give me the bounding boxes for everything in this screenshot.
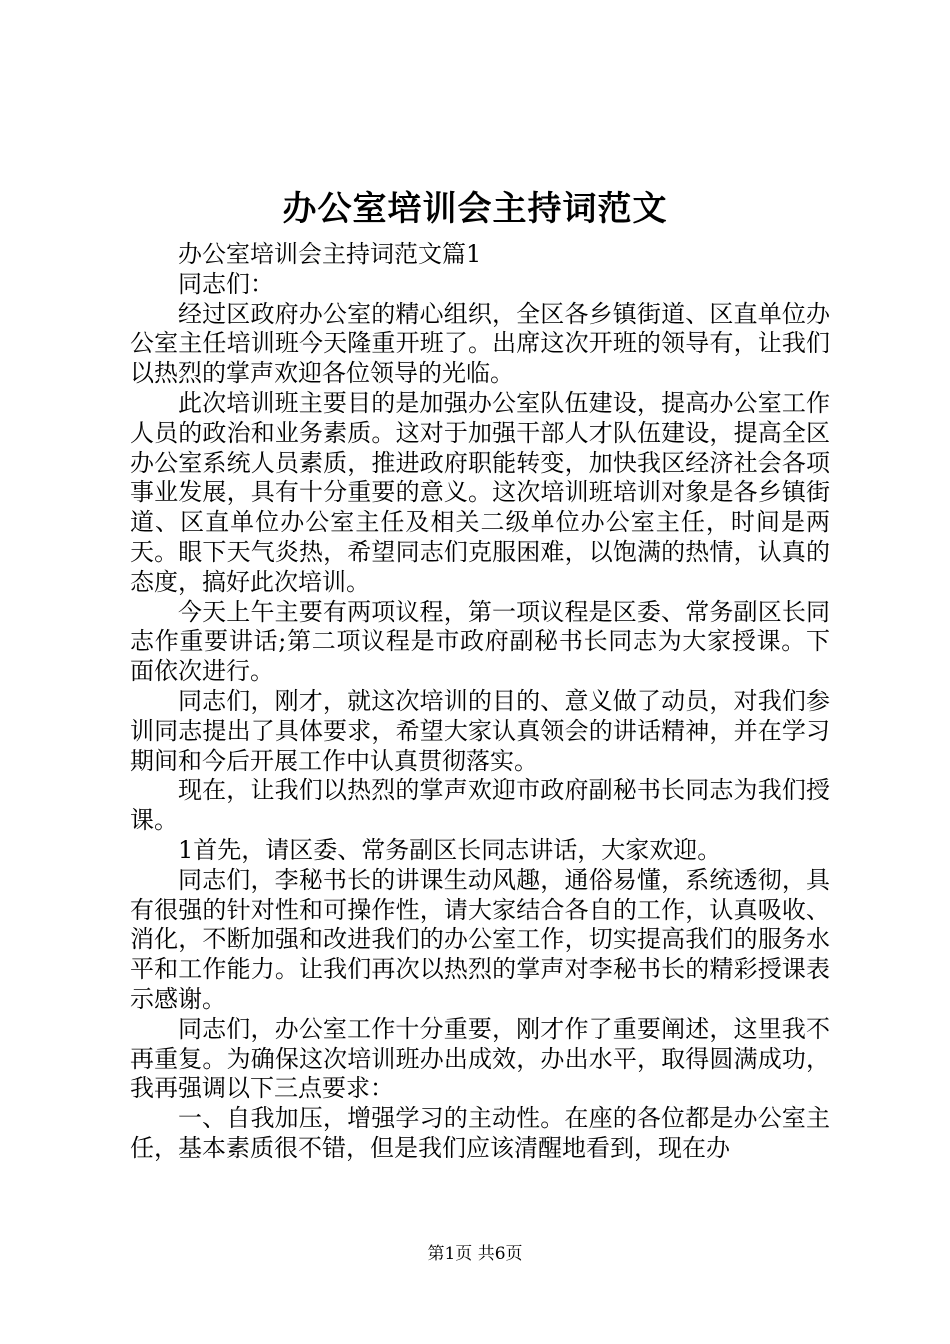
paragraph: 一、自我加压，增强学习的主动性。在座的各位都是办公室主任，基本素质很不错，但是我们应该清醒地看到，现在办 [130,1104,830,1162]
paragraph: 同志们，李秘书长的讲课生动风趣，通俗易懂，系统透彻，具有很强的针对性和可操作性，请大家结合各自的工作，认真吸收、消化，不断加强和改进我们的办公室工作，切实提高我们的服务水平和工作能力。让我们再次以热烈的掌声对李秘书长的精彩授课表示感谢。 [130,865,830,1013]
section-heading: 办公室培训会主持词范文篇1 [178,240,482,268]
paragraph: 同志们： [178,269,274,298]
paragraph: 此次培训班主要目的是加强办公室队伍建设，提高办公室工作人员的政治和业务素质。这对于加强干部人才队伍建设，提高全区办公室系统人员素质，推进政府职能转变，加快我区经济社会各项事业发展，具有十分重要的意义。这次培训班培训对象是各乡镇街道、区直单位办公室主任及相关二级单位办公室主任，时间是两天。眼下天气炎热，希望同志们克服困难，以饱满的热情，认真的态度，搞好此次培训。 [130,388,830,596]
paragraph: 同志们，办公室工作十分重要，刚才作了重要阐述，这里我不再重复。为确保这次培训班办出成效，办出水平，取得圆满成功，我再强调以下三点要求： [130,1014,830,1103]
paragraph: 今天上午主要有两项议程，第一项议程是区委、常务副区长同志作重要讲话;第二项议程是市政府副秘书长同志为大家授课。下面依次进行。 [130,597,830,686]
paragraph: 1首先，请区委、常务副区长同志讲话，大家欢迎。 [178,835,722,864]
document-title: 办公室培训会主持词范文 [282,189,668,229]
paragraph: 经过区政府办公室的精心组织，全区各乡镇街道、区直单位办公室主任培训班今天隆重开班了。出席这次开班的领导有，让我们以热烈的掌声欢迎各位领导的光临。 [130,299,830,388]
document-body [130,240,830,1164]
paragraph: 同志们，刚才，就这次培训的目的、意义做了动员，对我们参训同志提出了具体要求，希望大家认真领会的讲话精神，并在学习期间和今后开展工作中认真贯彻落实。 [130,686,830,775]
paragraph: 现在，让我们以热烈的掌声欢迎市政府副秘书长同志为我们授课。 [130,776,830,835]
page-footer: 第1页 共6页 [427,1244,523,1264]
